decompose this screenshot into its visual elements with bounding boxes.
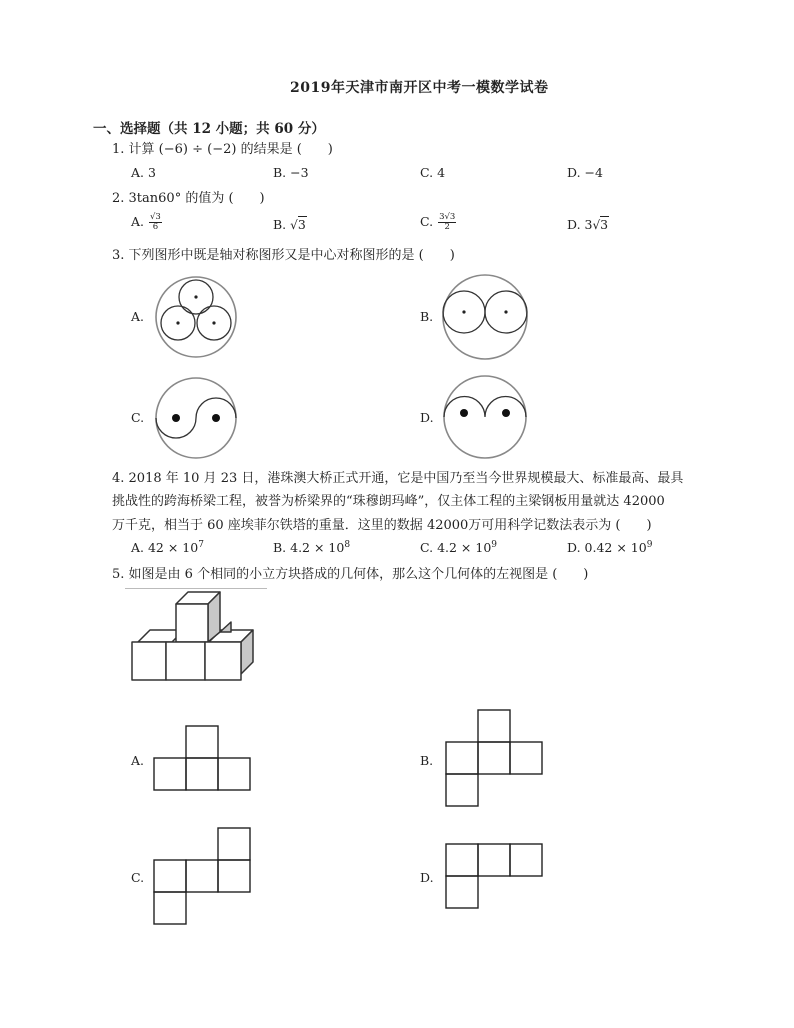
exponent: 8 — [344, 540, 351, 550]
question-3-option-d-label[interactable]: D. — [420, 410, 434, 425]
question-4-option-a[interactable] — [131, 540, 204, 555]
arches-figure[interactable] — [441, 373, 529, 461]
question-5-option-b-label[interactable]: B. — [420, 753, 434, 768]
question-2-option-c[interactable] — [420, 213, 457, 232]
question-3-option-b-label[interactable]: B. — [420, 309, 434, 324]
fraction-c-numerator: 3√3 — [439, 212, 456, 222]
question-4-option-b[interactable] — [273, 540, 350, 555]
question-3-option-a-label[interactable]: A. — [131, 309, 145, 324]
option-letter: B. — [273, 217, 287, 232]
left-view-option-a[interactable] — [152, 724, 254, 792]
question-4-line-2: 挑战性的跨海桥梁工程，被誉为桥梁界的“珠穆朗玛峰”，仅主体工程的主梁钢板用量就达 42000 — [112, 494, 665, 509]
fraction-a-denominator: 6 — [152, 222, 159, 232]
radicand-b: 3 — [297, 217, 306, 232]
fraction-c — [438, 213, 456, 232]
exponent: 9 — [491, 540, 498, 550]
question-1-option-a[interactable]: A. 3 — [131, 165, 156, 180]
radical-sign: √ — [290, 218, 298, 232]
question-4-line-1: 4. 2018 年 10 月 23 日，港珠澳大桥正式开通，它是中国乃至当今世界规模最大、标准最高、最具 — [112, 471, 684, 486]
question-2-option-b[interactable] — [273, 217, 307, 232]
question-5-stem: 5. 如图是由 6 个相同的小立方块搭成的几何体，那么这个几何体的左视图是 ( ) — [112, 567, 589, 582]
cube-stack-figure — [128, 592, 258, 688]
question-2-stem: 2. 3tan60° 的值为 ( ) — [112, 191, 265, 206]
question-5-option-c-label[interactable]: C. — [131, 870, 145, 885]
question-3-option-c-label[interactable]: C. — [131, 410, 145, 425]
radical-sign: √ — [592, 218, 601, 232]
question-1-option-c[interactable]: C. 4 — [420, 165, 446, 180]
question-1-option-d[interactable]: D. −4 — [567, 165, 603, 180]
question-4-option-d[interactable] — [567, 540, 652, 555]
question-4-option-c[interactable] — [420, 540, 497, 555]
fraction-c-denominator: 2 — [444, 222, 450, 232]
yin-yang-figure[interactable] — [154, 376, 238, 460]
option-text: B. 4.2 × 10 — [273, 540, 345, 555]
radicand-d: 3 — [600, 217, 609, 232]
fraction-a-numerator: √3 — [150, 212, 161, 222]
left-view-option-b[interactable] — [444, 708, 546, 809]
exponent: 9 — [646, 540, 653, 550]
question-2-option-d[interactable] — [567, 217, 609, 232]
question-3-stem: 3. 下列图形中既是轴对称图形又是中心对称图形的是 ( ) — [112, 248, 455, 263]
left-view-option-d[interactable] — [444, 842, 546, 912]
question-4-line-3: 万千克，相当于 60 座埃菲尔铁塔的重量．这里的数据 42000万可用科学记数法表示为 ( ) — [112, 518, 652, 533]
option-letter: D. 3 — [567, 217, 593, 232]
fraction-a — [149, 213, 162, 232]
question-1-stem: 1. 计算 (−6) ÷ (−2) 的结果是 ( ) — [112, 142, 333, 157]
question-5-option-a-label[interactable]: A. — [131, 753, 145, 768]
option-text: D. 0.42 × 10 — [567, 540, 647, 555]
three-circles-figure[interactable] — [154, 275, 238, 359]
option-text: C. 4.2 × 10 — [420, 540, 492, 555]
exponent: 7 — [198, 540, 204, 550]
figure-divider — [125, 588, 267, 589]
option-letter: A. — [131, 214, 145, 229]
section-heading: 一、选择题（共 12 小题；共 60 分） — [93, 121, 325, 137]
option-letter: C. — [420, 214, 434, 229]
left-view-option-c[interactable] — [152, 826, 254, 926]
page-title: 2019年天津市南开区中考一模数学试卷 — [290, 80, 549, 96]
question-5-option-d-label[interactable]: D. — [420, 870, 434, 885]
option-text: A. 42 × 10 — [131, 540, 199, 555]
question-1-option-b[interactable]: B. −3 — [273, 165, 309, 180]
two-circles-figure[interactable] — [441, 272, 529, 362]
question-2-option-a[interactable] — [131, 213, 163, 232]
